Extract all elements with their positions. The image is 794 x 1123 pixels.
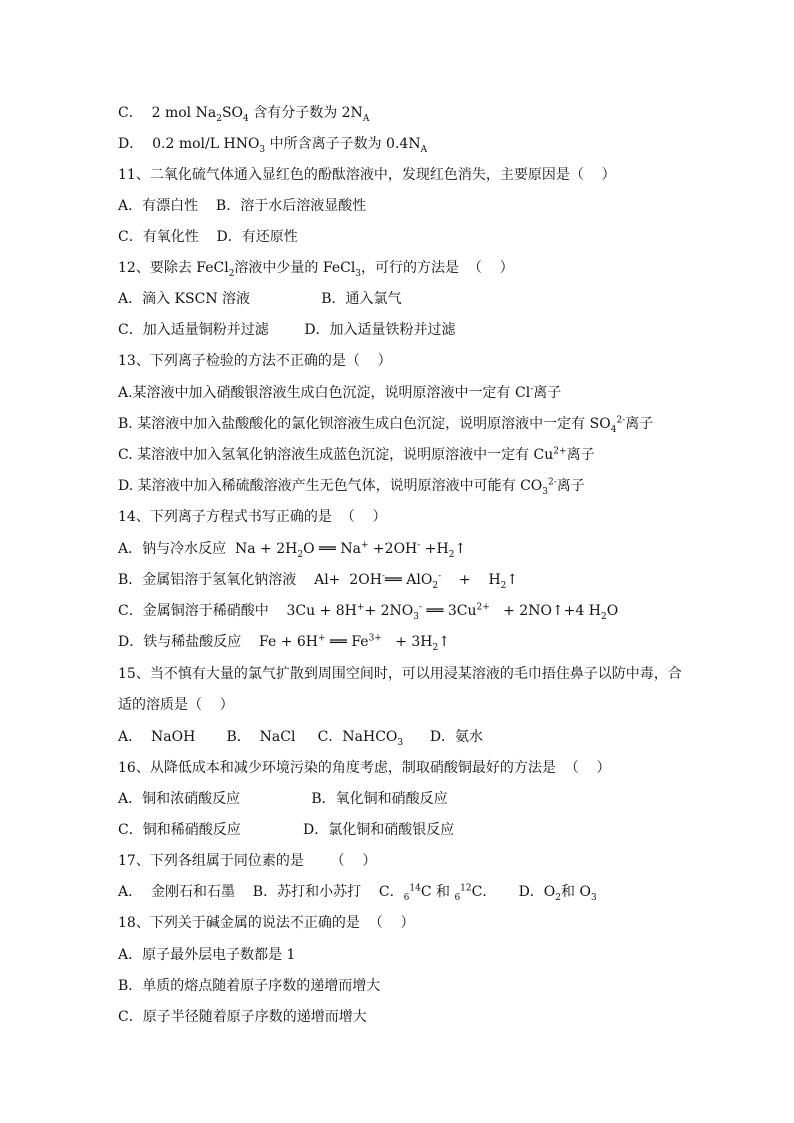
question-16: 16、从降低成本和减少环境污染的角度考虑，制取硝酸铜最好的方法是 （ ）	[118, 760, 611, 776]
question-12: 12、要除去 FeCl$_2$溶液中少量的 FeCl$_3$，可行的方法是 （ ）	[118, 260, 514, 279]
question-18-option-b: B．单质的熔点随着原子序数的递增而增大	[118, 978, 381, 994]
question-12-options-ab: A．滴入 KSCN 溶液 B．通入氯气	[118, 291, 402, 307]
question-13-option-b: B. 某溶液中加入盐酸酸化的氯化钡溶液生成白色沉淀，说明原溶液中一定有 $SO_4^{2-}$离子	[118, 415, 654, 435]
question-17: 17、下列各组属于同位素的是 （ ）	[118, 853, 377, 869]
question-11-options-cd: C．有氧化性 D．有还原性	[118, 229, 298, 245]
question-14-option-b: B．金属铝溶于氢氧化钠溶液 Al+ 2OH-══ AlO$_2$- + $H_2↑$	[118, 571, 519, 591]
question-18-option-c: C．原子半径随着原子序数的递增而增大	[118, 1009, 367, 1025]
question-14-option-d: D．铁与稀盐酸反应 Fe + 6H+ ══ $Fe^{3+}$ + $3H_2↑$	[118, 633, 450, 653]
question-15: 15、当不慎有大量的氯气扩散到周围空间时，可以用浸某溶液的毛巾捂住鼻子以防中毒，合	[118, 666, 682, 682]
question-16-options-cd: C．铜和稀硝酸反应 D．氯化铜和硝酸银反应	[118, 822, 455, 838]
option-10d: D． 0.2 mol/L $HNO_3$ 中所含离子子数为 $0.4N_A$	[118, 136, 428, 155]
question-14: 14、下列离子方程式书写正确的是 （ ）	[118, 509, 387, 525]
question-14-option-c: C．金属铜溶于稀硝酸中 $3Cu + 8H^++ 2NO_3^-$ ══ $3Cu^{2+}$ + 2NO↑+4 $H_2O$	[118, 602, 619, 622]
question-18: 18、下列关于碱金属的说法不正确的是 （ ）	[118, 915, 415, 931]
question-15-continued: 适的溶质是（ ）	[118, 697, 234, 713]
question-17-options: A． 金刚石和石墨 B．苏打和小苏打 C．$_6^{14}$C 和 $_6^{12}$C． D．$O_2$和 $O_3$	[118, 883, 597, 903]
question-18-option-a: A．原子最外层电子数都是 1	[118, 947, 296, 963]
question-13-option-c: C. 某溶液中加入氢氧化钠溶液生成蓝色沉淀，说明原溶液中一定有 $Cu^{2+}$离子	[118, 446, 595, 463]
question-11: 11、二氧化硫气体通入显红色的酚酞溶液中，发现红色消失，主要原因是（ ）	[118, 167, 616, 183]
option-10c: C． 2 mol $Na_2SO_4$ 含有分子数为 $2N_A$	[118, 105, 370, 124]
question-13-option-d: D. 某溶液中加入稀硫酸溶液产生无色气体，说明原溶液中可能有 $CO_3^{2-}$离子	[118, 477, 585, 497]
question-15-options: A． NaOH B． NaCl C．NaHCO$_3$ D．氨水	[118, 729, 484, 748]
question-11-options-ab: A．有漂白性 B．溶于水后溶液显酸性	[118, 198, 367, 214]
question-14-option-a: A．钠与冷水反应 $Na + 2H_2O$ ══ $Na^+ +2OH^- +H_2↑$	[118, 540, 467, 560]
question-13-option-a: A.某溶液中加入硝酸银溶液生成白色沉淀，说明原溶液中一定有 Cl-离子	[118, 384, 562, 401]
question-16-options-ab: A．铜和浓硝酸反应 B．氧化铜和硝酸反应	[118, 791, 448, 807]
question-13: 13、下列离子检验的方法不正确的是（ ）	[118, 353, 392, 369]
question-12-options-cd: C．加入适量铜粉并过滤 D．加入适量铁粉并过滤	[118, 322, 456, 338]
